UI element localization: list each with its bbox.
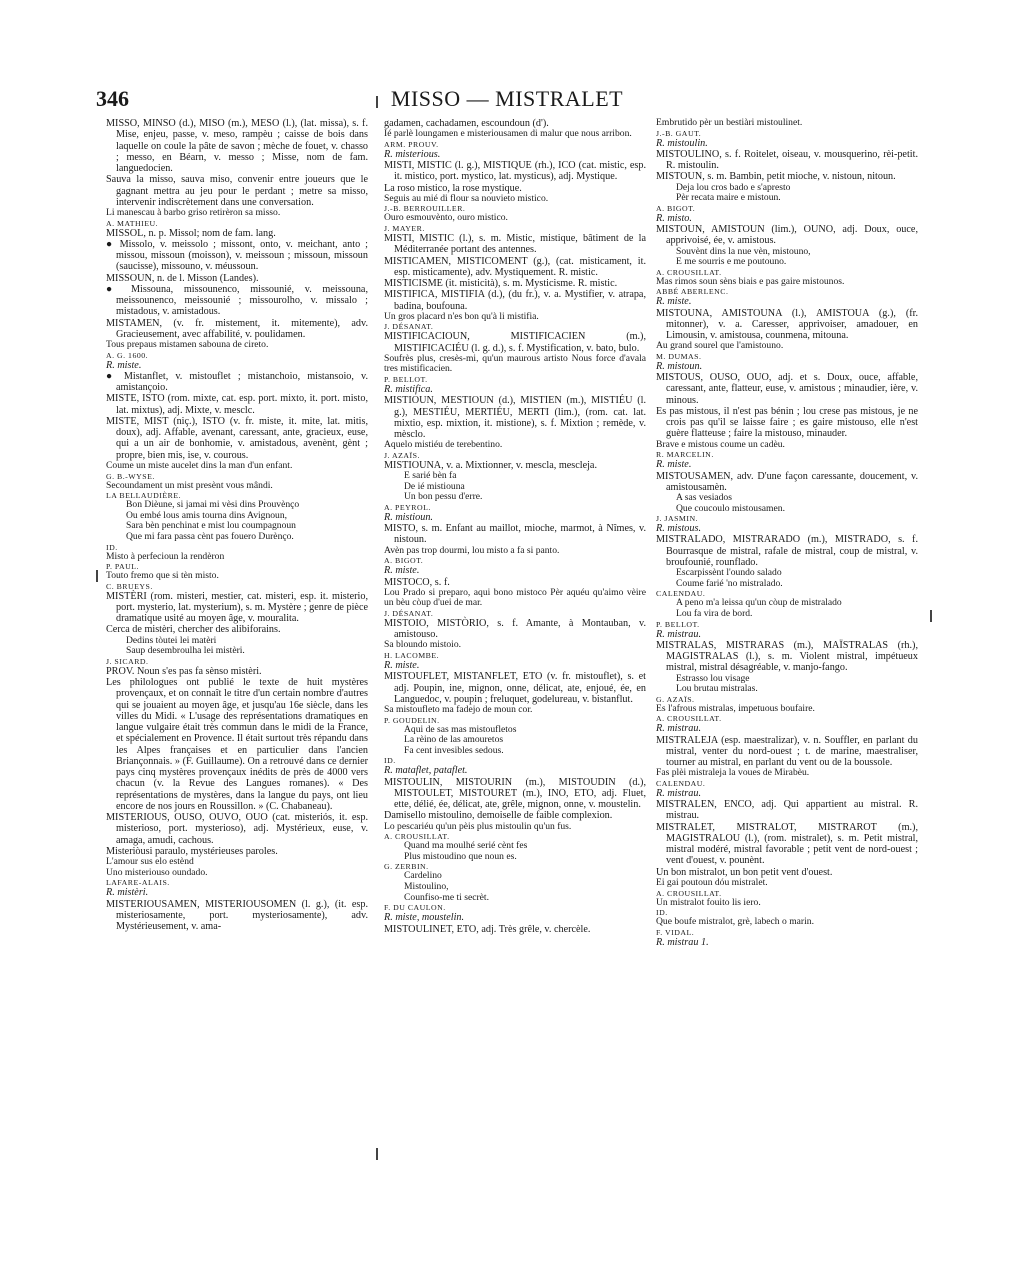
entry-paragraph: MISTIOUNA, v. a. Mixtionner, v. mescla, mescleja. <box>384 459 598 471</box>
verse-line: De ié mistiouna <box>404 480 465 492</box>
quotation-line: Ei gai poutoun dóu mistralet. <box>656 876 768 888</box>
verse-line: Deja lou cros bado e s'apresto <box>676 181 791 193</box>
entry-paragraph: Sauva la misso, sauva miso, convenir entre joueurs que le gagnant mettra au jeu pour le perdant ; metre sa misso, intervenir indiscrètement dans une conversation. <box>106 174 368 208</box>
etymology-reference: R. mistoun. <box>656 360 703 372</box>
entry-paragraph: gadamen, cachadamen, escoundoun (d'). <box>384 118 549 129</box>
entry-paragraph: MISTRALAS, MISTRARAS (m.), MAÏSTRALAS (rh.), MAGISTRALAS (l.), s. m. Violent mistral, impétueux mistral, mistral désagréable, v. manjo-fango. <box>656 639 918 674</box>
entry-paragraph: MISTOUSAMEN, adv. D'une façon caressante, doucement, v. amistousamèn. <box>656 470 918 493</box>
entry-paragraph: Cerca de mistèri, chercher des alibiforains. <box>106 624 281 636</box>
column-middle <box>384 118 646 935</box>
quote-source: P. GOUDELIN. <box>384 715 440 725</box>
entry-paragraph: MISTOUN, AMISTOUN (lim.), OUNO, adj. Doux, ouce, apprivoisé, ée, v. amistous. <box>656 224 918 247</box>
entry-paragraph: Un bon mistralot, un bon petit vent d'ouest. <box>656 866 833 878</box>
quotation-line: Un mistralot fouito lis iero. <box>656 896 761 908</box>
etymology-reference: R. miste. <box>656 459 692 471</box>
etymology-reference: R. mistrau. <box>656 723 701 735</box>
entry-paragraph: MISTOUNA, AMISTOUNA (l.), AMISTOUA (g.), (fr. mitonner), v. a. Caresser, apprivoiser, amadouer, en Limousin, v. amistousa, counmena, mitouna. <box>656 307 918 342</box>
quotation-line: L'amour sus elo estènd <box>106 856 194 868</box>
etymology-reference: R. miste. <box>656 296 692 308</box>
entry-paragraph: MISTOUN, s. m. Bambin, petit mioche, v. nistoun, nitoun. <box>656 171 896 183</box>
verse-line: Plus mistoudino que noun es. <box>404 850 517 862</box>
etymology-reference: R. miste. <box>384 565 420 577</box>
verse-line: Estrasso lou visage <box>676 672 750 684</box>
entry-paragraph: La roso mistico, la rose mystique. <box>384 182 522 194</box>
quote-source: A. CROUSILLAT. <box>384 832 450 842</box>
entry-paragraph: MISTI, MISTIC (l. g.), MISTIQUE (rh.), ICO (cat. mistic, esp. it. mistico, port. mystico, lat. mysticus), adj. Mystique. <box>384 160 646 183</box>
quote-source: LA BELLAUDIÈRE. <box>106 491 182 501</box>
verse-line: Escarpissènt l'oundo salado <box>676 567 782 579</box>
verse-line: Bon Dièune, si jamai mi vèsi dins Prouvènço <box>126 499 300 511</box>
etymology-reference: R. miste. <box>106 359 142 371</box>
quote-source: A. BIGOT. <box>384 556 424 566</box>
quote-source: J.-B. GAUT. <box>656 128 702 138</box>
entry-paragraph: MISTE, MIST (niç.), ISTO (v. fr. miste, it. mite, lat. mitis, doux), adj. Affable, avenant, caressant, ante, gracieux, euse, qui a un air de bonhomie, v. amistadous, avenènt, gènt ; propre, bien mis, ise, v. courous. <box>106 415 368 461</box>
quotation-line: Un gros placard n'es bon qu'à li mistifia. <box>384 310 539 322</box>
quotation-line: Touto fremo que si tèn misto. <box>106 570 219 582</box>
page-number: 346 <box>96 86 129 111</box>
entry-paragraph: Damisello mistoulino, demoiselle de faible complexion. <box>384 810 613 822</box>
verse-line: Saup desembroulha lei mistèri. <box>126 645 245 657</box>
quotation-line: Sa mistoufleto ma fadejo de moun cor. <box>384 704 533 716</box>
verse-line: Coume farié 'no mistralado. <box>676 577 783 589</box>
entry-paragraph: MISTIFICACIOUN, MISTIFICACIEN (m.), MISTIFICACIÉU (l. g. d.), s. f. Mystification, v. bato, bulo. <box>384 331 646 354</box>
quotation-line: Misto à perfecioun la rendèron <box>106 550 225 562</box>
quotation-line: Soufrès plus, cresès-mi, qu'un maurous artisto Nous force d'avala tres mistificacien. <box>384 352 646 375</box>
verse-line: Que coucoulo mistousamen. <box>676 502 785 514</box>
etymology-reference: R. miste, moustelin. <box>384 912 465 924</box>
etymology-reference: R. mataflet, pataflet. <box>384 765 468 777</box>
etymology-reference: R. miste. <box>384 660 420 672</box>
entry-paragraph: MISTIOUN, MESTIOUN (d.), MISTIEN (m.), MISTIÉU (l. g.), MESTIÉU, MERTIÉU, MERTI (lim.), (rom. cat. lat. mixtio, esp. mixtion, it. mistione), s. f. Mixtion ; remède, v. mèsclo. <box>384 395 646 441</box>
entry-paragraph: MISSO, MINSO (d.), MISO (m.), MESO (l.), (lat. missa), s. f. Mise, enjeu, passe, v. meso, rampèu ; caisse de bois dans laquelle on coule la pâte de savon ; mèche de fouet, v. chasso ; messo, en Béarn, v. messo ; Misse, nom de fam. languedocien. <box>106 118 368 174</box>
etymology-reference: R. mistous. <box>656 523 701 535</box>
entry-paragraph: MISTERIOUSAMEN, MISTERIOUSOMEN (l. g.), (it. esp. misteriosamente, port. mysteriosamente), adv. Mystérieusement, v. ama- <box>106 898 368 933</box>
entry-paragraph: ● Missouna, missounenco, missounié, v. meissouna, meissounenco, meissounié ; missourolho, v. missalo ; mistadous, v. amistadous. <box>106 283 368 318</box>
quote-source: A. G. 1600. <box>106 350 149 360</box>
quote-source: ID. <box>384 756 396 766</box>
running-head: MISSO — MISTRALET <box>390 86 624 111</box>
quote-source: A. CROUSILLAT. <box>656 714 722 724</box>
verse-line: Aqui de sas mas mistoufletos <box>404 723 517 735</box>
entry-paragraph: MISTIFICA, MISTIFIA (d.), (du fr.), v. a. Mystifier, v. atrapa, badina, boufouna. <box>384 289 646 312</box>
verse-line: Pèr recata maire e mistoun. <box>676 192 781 204</box>
etymology-reference: R. mistrau. <box>656 628 701 640</box>
quotation-line: Sa bloundo mistoio. <box>384 639 462 651</box>
verse-line: Sara bèn penchinat e mist lou coumpagnoun <box>126 520 296 532</box>
quote-source: CALENDAU. <box>656 589 706 599</box>
entry-paragraph: MISTRALET, MISTRALOT, MISTRAROT (m.), MAGISTRALOU (l.), (rom. mistralet), s. m. Petit mistral, mistral modéré, mistral favorable ; petit vent de nord-ouest ; vent d'ouest, v. pounènt. <box>656 821 918 867</box>
quote-source: A. MATHIEU. <box>106 218 159 228</box>
quote-source: G. ZERBIN. <box>384 862 429 872</box>
quote-source: P. BELLOT. <box>384 375 428 385</box>
entry-paragraph: MISTAMEN, (v. fr. mistement, it. mitemente), adv. Gracieusement, avec affabilité, v. poulidamen. <box>106 317 368 340</box>
quote-source: M. DUMAS. <box>656 351 702 361</box>
quotation-line: Tous prepaus mistamen sabouna de cireto. <box>106 339 269 351</box>
verse-line: Lou fa vira de bord. <box>676 607 753 619</box>
quote-source: F. DU CAULON. <box>384 903 446 913</box>
verse-line: Cardelino <box>404 870 442 882</box>
quote-source: P. PAUL. <box>106 562 139 572</box>
entry-paragraph: MISTÈRI (rom. misteri, mestier, cat. misteri, esp. it. misterio, port. mysterio, lat. mysterium), s. m. Mystère ; genre de pièce dramatique usité au moyen âge, v. mouralita. <box>106 590 368 625</box>
verse-line: Que mi fara passa cènt pas fouero Durènço. <box>126 530 294 542</box>
quote-source: C. BRUEYS. <box>106 581 153 591</box>
verse-line: Un bon pessu d'erre. <box>404 491 483 503</box>
quotation-line: Es l'afrous mistralas, impetuous boufaire. <box>656 702 815 714</box>
quotation-line: Embrutido pèr un bestiàri mistoulinet. <box>656 117 803 128</box>
etymology-reference: R. mistoulin. <box>656 137 708 149</box>
quote-source: J. AZAÏS. <box>384 450 420 460</box>
verse-line: A peno m'a leissa qu'un còup de mistralado <box>676 597 842 609</box>
entry-paragraph: MISTE, ISTO (rom. mixte, cat. esp. port. mixto, it. port. misto, lat. mixtus), adj. Mixte, v. mesclc. <box>106 393 368 416</box>
quote-source: A. BIGOT. <box>656 203 696 213</box>
quotation-line: Avèn pas trop dourmi, lou misto a fa si panto. <box>384 544 560 556</box>
entry-paragraph: MISSOL, n. p. Missol; nom de fam. lang. <box>106 227 276 239</box>
column-right <box>656 118 918 948</box>
quote-source: ID. <box>106 542 118 552</box>
margin-mark <box>96 570 98 582</box>
quote-source: ABBÉ ABERLENC. <box>656 287 729 297</box>
verse-line: E sarié bèn fa <box>404 470 457 482</box>
verse-line: La rèino de las amouretos <box>404 734 504 746</box>
quote-source: ID. <box>656 908 668 918</box>
quotation-line: Lo pescariéu qu'un pèis plus mistoulin qu'un fus. <box>384 820 572 832</box>
entry-paragraph: MISTOUFLET, MISTANFLET, ETO (v. fr. mistouflet), s. et adj. Poupin, ine, mignon, onne, délicat, ate, enjoué, ée, en Languedoc, v. poupin ; freluquet, godelureau, v. bistanflut. <box>384 671 646 705</box>
quote-source: ARM. PROUV. <box>384 139 439 149</box>
entry-paragraph: MISTOULINO, s. f. Roitelet, oiseau, v. mousquerino, rèi-petit. R. mistoulin. <box>656 148 918 172</box>
quotation-line: Lou Prado si preparo, aqui bono mistoco Pèr aquéu qu'aimo vèire un bèu còup d'uei de mar. <box>384 586 646 609</box>
entry-paragraph: MISTRALEJA (esp. maestralizar), v. n. Souffler, en parlant du mistral, venter du nord-ouest ; t. de marine, maestraliser, tourner au mistral, en parlant du vent ou de la boussole. <box>656 734 918 769</box>
entry-paragraph: MISTOIO, MISTÒRIO, s. f. Amante, à Montauban, v. amistouso. <box>384 617 646 641</box>
quote-source: J. JASMIN. <box>656 514 699 524</box>
verse-line: Quand ma moulhé serié cènt fes <box>404 840 528 852</box>
quotation-line: Aquelo mistiéu de terebentino. <box>384 439 503 451</box>
entry-paragraph: MISTICAMEN, MISTICOMENT (g.), (cat. misticament, it. esp. misticamente), adv. Mystiquement. R. mistic. <box>384 255 646 278</box>
page-header <box>96 86 918 116</box>
quote-source: A. PEYROL. <box>384 502 431 512</box>
quotation-line: Ouro esmouvènto, ouro mistico. <box>384 212 508 224</box>
verse-line: Counfiso-me ti secrèt. <box>404 891 489 903</box>
etymology-reference: R. mistèri. <box>106 887 149 899</box>
quote-source: J. MAYER. <box>384 224 425 234</box>
quote-source: H. LACOMBE. <box>384 651 440 661</box>
quotation-line: Fas plèi mistraleja la voues de Mirabèu. <box>656 767 810 779</box>
quote-source: A. CROUSILLAT. <box>656 267 722 277</box>
quote-source: CALENDAU. <box>656 778 706 788</box>
entry-paragraph: MISSOUN, n. de l. Misson (Landes). <box>106 272 259 284</box>
quote-source: LAFARE-ALAIS. <box>106 878 170 888</box>
verse-line: Mistoulino, <box>404 881 449 893</box>
quotation-line: Mas rimos soun sèns biais e pas gaire mistounos. <box>656 275 845 287</box>
quote-source: A. CROUSILLAT. <box>656 888 722 898</box>
quote-source: G. B.-WYSE. <box>106 471 155 481</box>
quote-source: R. MARCELIN. <box>656 450 714 460</box>
quotation-line: Uno misteriouso oundado. <box>106 866 208 878</box>
etymology-reference: R. misto. <box>656 212 692 224</box>
quotation-line: Au grand sourel que l'amistouno. <box>656 340 784 352</box>
verse-line: Dedins tòutei lei matèri <box>126 634 217 646</box>
entry-paragraph: MISTOULINET, ETO, adj. Très grêle, v. chercèle. <box>384 923 591 935</box>
quotation-line: Brave e mistous coume un cadèu. <box>656 438 785 450</box>
verse-line: Souvènt dins la nue vèn, mistouno, <box>676 245 811 257</box>
margin-mark <box>376 96 378 108</box>
margin-mark <box>930 610 932 622</box>
verse-line: Fa cent invesibles sedous. <box>404 744 504 756</box>
verse-line: Ou embé lous amis tourna dins Avignoun, <box>126 509 288 521</box>
etymology-reference: R. misterious. <box>384 148 441 160</box>
etymology-reference: R. mistrau. <box>656 787 701 799</box>
entry-paragraph: MISTOULIN, MISTOURIN (m.), MISTOUDIN (d.), MISTOULET, MISTOURET (m.), INO, ETO, adj. Fluet, ette, délié, ée, délicat, ate, grêle, mignon, onne, v. moustelin. <box>384 776 646 811</box>
entry-paragraph: MISTICISME (it. misticità), s. m. Mysticisme. R. mistic. <box>384 278 618 290</box>
quotation-line: Coume un miste aucelet dins la man d'un enfant. <box>106 459 293 471</box>
entry-paragraph: MISTERIOUS, OUSO, OUVO, OUO (cat. misteriós, it. esp. misterioso, port. mysterioso), adj. Mystérieux, euse, v. amaga, amudi, cachous. <box>106 812 368 846</box>
entry-paragraph: MISTO, s. m. Enfant au maillot, mioche, marmot, à Nîmes, v. nistoun. <box>384 523 646 546</box>
quotation-line: Que boufe mistralot, grè, labech o marin. <box>656 916 814 928</box>
entry-paragraph: Misteriòusi paraulo, mystérieuses paroles. <box>106 845 278 857</box>
quotation-line: Secoundament un mist presènt vous mândi. <box>106 479 273 491</box>
quotation-line: Li manescau à barbo griso retirèron sa misso. <box>106 207 281 218</box>
column-left <box>106 118 368 932</box>
quote-source: J. SICARD. <box>106 656 149 666</box>
entry-paragraph: ● Missolo, v. meissolo ; missont, onto, v. meichant, anto ; missou, missoun (moisson), v. meissoun ; missoun, missoun (saucisse), missouno, v. méussoun. <box>106 238 368 273</box>
entry-paragraph: ● Mistanflet, v. mistouflet ; mistanchoio, mistansoio, v. amistançoio. <box>106 370 368 394</box>
entry-paragraph: MISTRALEN, ENCO, adj. Qui appartient au mistral. R. mistrau. <box>656 799 918 822</box>
entry-paragraph: Es pas mistous, il n'est pas bénin ; lou crese pas mistous, je ne crois pas qu'il se laisse faire ; es gaire mistouso, elle n'est guère flatteuse ; faire la mistouso, minauder. <box>656 405 918 440</box>
verse-line: E me sourris e me poutouno. <box>676 256 787 268</box>
entry-paragraph: MISTOCO, s. f. <box>384 576 450 588</box>
quote-source: J. DÉSANAT. <box>384 608 434 618</box>
quote-source: G. AZAÏS. <box>656 694 695 704</box>
entry-paragraph: MISTOUS, OUSO, OUO, adj. et s. Doux, ouce, affable, caressant, ante, flatteur, euse, v. amistous ; minaudier, ière, v. minous. <box>656 372 918 406</box>
quotation-line: Seguis au mié di flour sa nouvieto mistico. <box>384 192 549 204</box>
etymology-reference: R. mistrau 1. <box>656 936 709 948</box>
quote-source: P. BELLOT. <box>656 619 700 629</box>
quote-source: J.-B. BERROUILLER. <box>384 204 466 214</box>
entry-paragraph: PROV. Noun s'es pas fa sènso mistèri. <box>106 665 262 677</box>
quotation-line: Ié parlè loungamen e misteriousamen di malur que nous arribon. <box>384 128 632 140</box>
quote-source: J. DÉSANAT. <box>384 322 434 332</box>
verse-line: Lou brutau mistralas. <box>676 683 758 695</box>
etymology-reference: R. mistifica. <box>384 384 433 396</box>
quote-source: F. VIDAL. <box>656 927 695 937</box>
entry-paragraph: Les philologues ont publié le texte de huit mystères provençaux, et on connaît le titre d'un certain nombre d'autres qui se jouaient au moyen âge, et jusqu'au 16e siècle, dans les villes du Midi. « L'usage des représentations dramatiques en langue vulgaire était très commun dans le midi de la France, et spécialement en Provence. Il était surtout très répandu dans les Alpes françaises et en particulier dans l'ancien Briançonnais. » (F. Guillaume). On a retrouvé dans ce dernier pays cinq mystères provençaux inédits de près de 4000 vers chacun (v. la Revue des Langues romanes). « Des représentations de mystères, dans la langue du pays, ont lieu encore de nos jours en Roussillon. » (C. Chabaneau). <box>106 677 368 812</box>
entry-paragraph: MISTI, MISTIC (l.), s. m. Mistic, mistique, bâtiment de la Méditerranée portant des antennes. <box>384 233 646 256</box>
verse-line: A sas vesiados <box>676 492 732 503</box>
entry-paragraph: MISTRALADO, MISTRARADO (m.), MISTRADO, s. f. Bourrasque de mistral, rafale de mistral, coup de mistral, v. broufounié, rounflado. <box>656 534 918 568</box>
margin-mark <box>376 1148 378 1160</box>
etymology-reference: R. mistioun. <box>384 511 433 523</box>
